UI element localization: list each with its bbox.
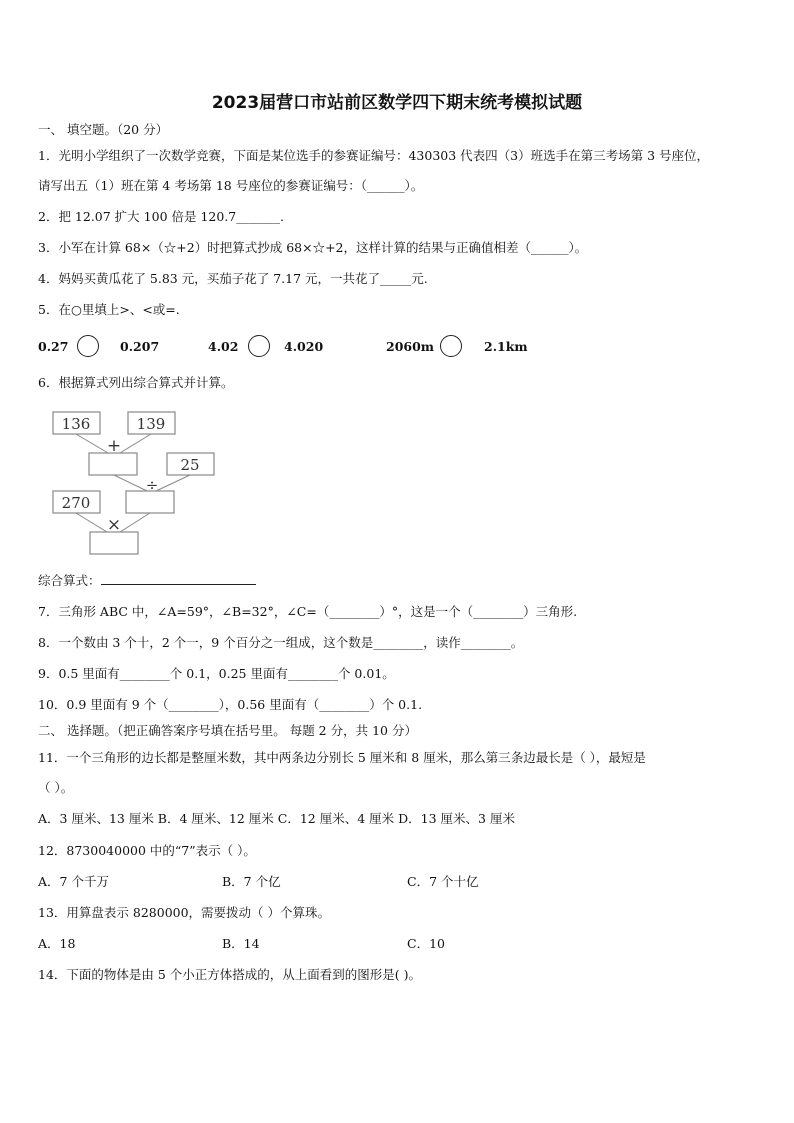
question-12: 12．8730040000 中的“7”表示（ ）。	[38, 843, 256, 858]
formula-row	[38, 572, 256, 589]
section2-heading: 二、 选择题。（把正确答案序号填在括号里。 每题 2 分，共 10 分）	[38, 723, 417, 738]
compare-2-circle[interactable]	[248, 335, 270, 357]
question-11-line1: 11．一个三角形的边长都是整厘米数，其中两条边分别长 5 厘米和 8 厘米，那么第三条边最长是（ ），最短是	[38, 750, 646, 765]
diagram-number-270: 270	[61, 494, 91, 512]
formula-label: 综合算式：	[38, 573, 101, 588]
compare-2-right: 4.020	[284, 339, 324, 354]
question-6: 6．根据算式列出综合算式并计算。	[38, 375, 234, 390]
question-14: 14．下面的物体是由 5 个小正方体搭成的，从上面看到的图形是( )。	[38, 967, 422, 982]
calculation-diagram	[40, 405, 230, 560]
question-13: 13．用算盘表示 8280000，需要拨动（ ）个算珠。	[38, 905, 331, 920]
diagram-number-25: 25	[180, 456, 200, 474]
diagram-divide: ÷	[145, 476, 159, 494]
diagram-times: ×	[106, 515, 122, 535]
question-7: 7．三角形 ABC 中，∠A=59°，∠B=32°，∠C=（________）°，这是一个（________）三角形.	[38, 604, 578, 619]
diagram-number-139: 139	[136, 415, 166, 433]
question-13-option-b: B．14	[222, 936, 260, 951]
compare-2-left: 4.02	[208, 339, 239, 354]
formula-answer-line[interactable]	[101, 572, 256, 585]
compare-3-left: 2060m	[386, 339, 435, 354]
box-product-blank	[90, 532, 138, 554]
compare-3-circle[interactable]	[440, 335, 462, 357]
question-11-line2: （ ）。	[38, 780, 74, 795]
diagram-number-136: 136	[61, 415, 91, 433]
box-quotient-blank	[126, 491, 174, 513]
question-9: 9．0.5 里面有________个 0.1，0.25 里面有________个 0.01。	[38, 666, 395, 681]
question-8: 8．一个数由 3 个十，2 个一，9 个百分之一组成，这个数是________，读作________。	[38, 635, 524, 650]
question-1-line2: 请写出五（1）班在第 4 考场第 18 号座位的参赛证编号：（______）。	[38, 178, 424, 193]
section1-heading: 一、 填空题。（20 分）	[38, 122, 169, 137]
question-12-option-a: A．7 个千万	[38, 874, 109, 889]
question-12-option-b: B．7 个亿	[222, 874, 281, 889]
compare-1-left: 0.27	[38, 339, 69, 354]
question-4: 4．妈妈买黄瓜花了 5.83 元，买茄子花了 7.17 元，一共花了_____元.	[38, 271, 428, 286]
question-11-options: A．3 厘米、13 厘米 B．4 厘米、12 厘米 C．12 厘米、4 厘米 D．13 厘米、3 厘米	[38, 811, 515, 826]
question-13-option-c: C．10	[407, 936, 445, 951]
question-3: 3．小军在计算 68×（☆+2）时把算式抄成 68×☆+2，这样计算的结果与正确值相差（______）。	[38, 240, 588, 255]
compare-1-right: 0.207	[120, 339, 160, 354]
page-title: 2023届营口市站前区数学四下期末统考模拟试题	[211, 93, 583, 113]
question-5: 5．在○里填上>、<或=.	[38, 302, 180, 317]
question-12-option-c: C．7 个十亿	[407, 874, 479, 889]
box-sum-blank	[89, 453, 137, 475]
question-10: 10．0.9 里面有 9 个（________），0.56 里面有（________）个 0.1.	[38, 697, 423, 712]
question-2: 2．把 12.07 扩大 100 倍是 120.7_______.	[38, 209, 284, 224]
question-13-option-a: A．18	[38, 936, 76, 951]
compare-3-right: 2.1km	[484, 339, 528, 354]
question-1-line1: 1．光明小学组织了一次数学竞赛，下面是某位选手的参赛证编号：430303 代表四（3）班选手在第三考场第 3 号座位，	[38, 148, 709, 163]
diagram-plus: +	[106, 436, 122, 456]
compare-1-circle[interactable]	[77, 335, 99, 357]
